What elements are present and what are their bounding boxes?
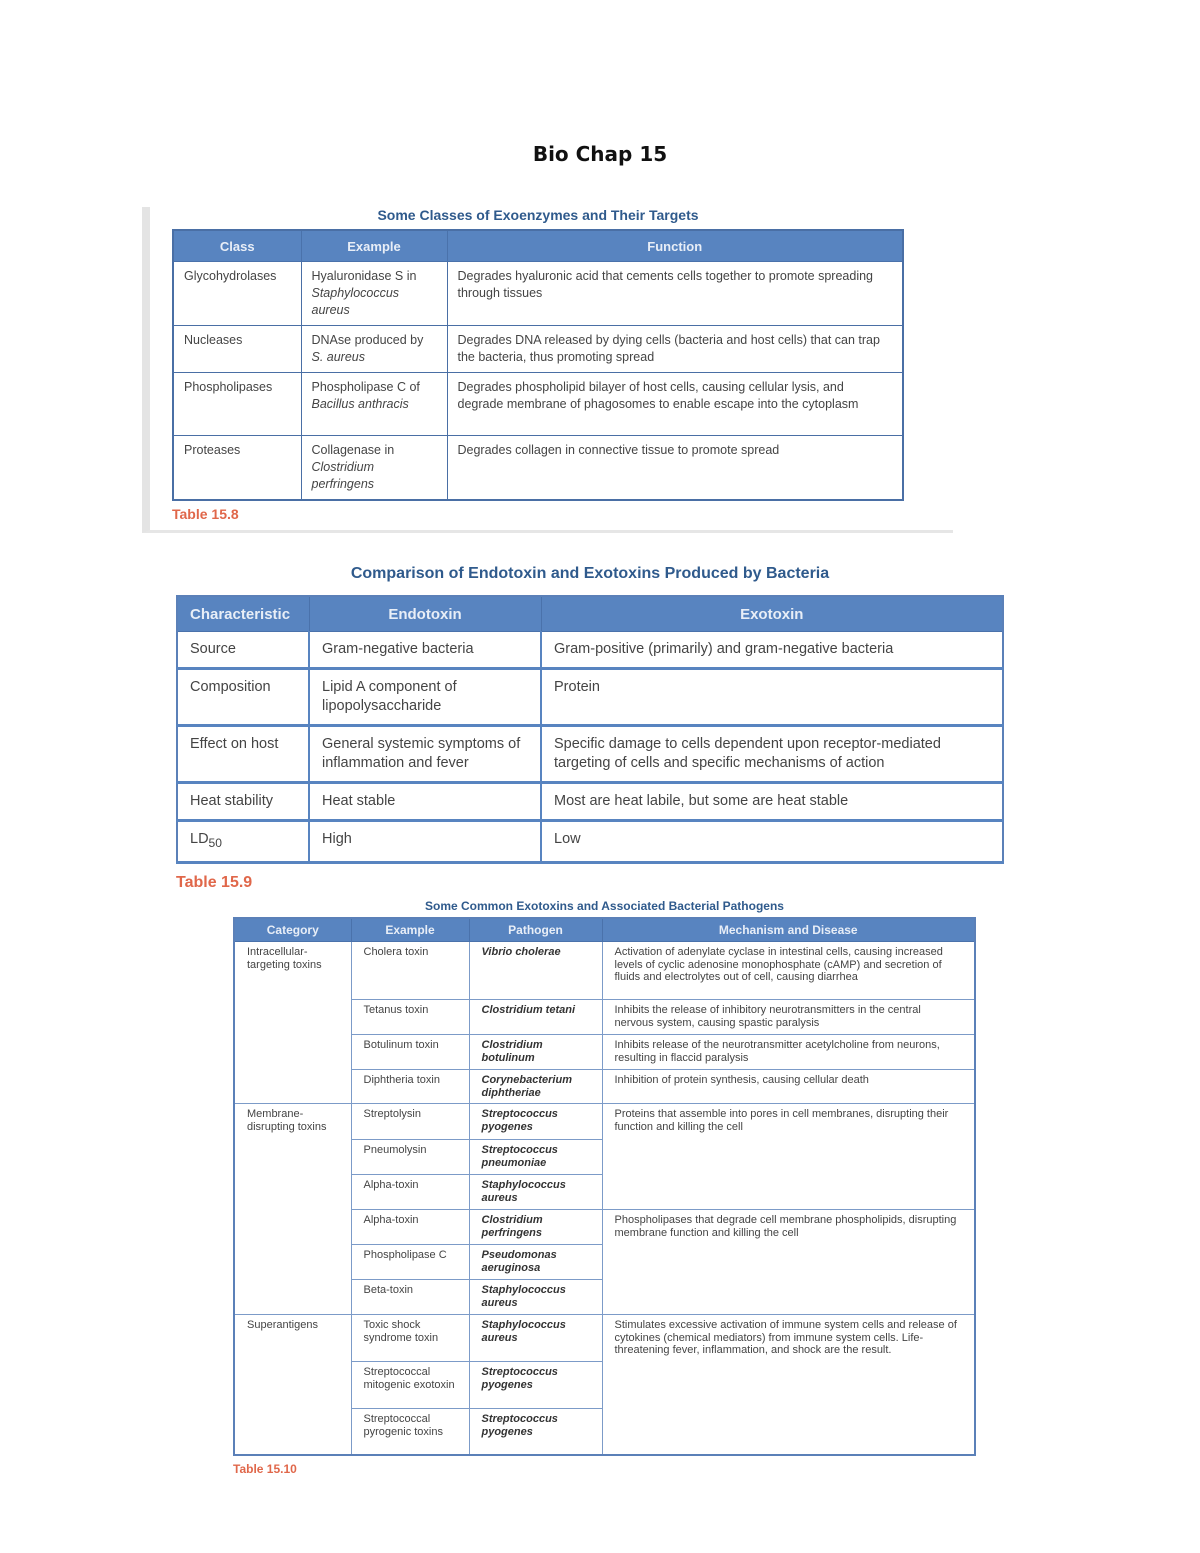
- table-row: [234, 1104, 975, 1140]
- class-cell: Proteases: [173, 436, 301, 501]
- function-cell: Degrades hyaluronic acid that cements cells together to promote spreading through tissues: [447, 262, 903, 326]
- pathogen-cell: Streptococcus pneumoniae: [469, 1140, 602, 1175]
- table-row: [177, 821, 1003, 863]
- pathogen-cell: Staphylococcus aureus: [469, 1280, 602, 1315]
- example-cell: Botulinum toxin: [351, 1035, 469, 1070]
- example-cell: Collagenase in Clostridium perfringens: [301, 436, 447, 501]
- class-cell: Phospholipases: [173, 373, 301, 436]
- pathogen-cell: Staphylococcus aureus: [469, 1315, 602, 1362]
- example-cell: Streptococcal pyrogenic toxins: [351, 1409, 469, 1455]
- category-cell: Membrane-disrupting toxins: [234, 1104, 351, 1315]
- exotoxin-cell: Gram-positive (primarily) and gram-negative bacteria: [541, 632, 1003, 669]
- table-row: [173, 326, 903, 373]
- column-header: Class: [173, 230, 301, 262]
- column-header: Function: [447, 230, 903, 262]
- exoenzymes-table-block: [142, 207, 953, 533]
- pathogen-cell: Vibrio cholerae: [469, 942, 602, 1000]
- table-row: [173, 436, 903, 501]
- exotoxins-pathogens-table-block: [233, 899, 976, 1476]
- mechanism-cell: Inhibits release of the neurotransmitter acetylcholine from neurons, resulting in flaccid paralysis: [602, 1035, 975, 1070]
- category-cell: Intracellular-targeting toxins: [234, 942, 351, 1104]
- example-cell: Phospholipase C of Bacillus anthracis: [301, 373, 447, 436]
- column-header: Mechanism and Disease: [602, 918, 975, 942]
- class-cell: Glycohydrolases: [173, 262, 301, 326]
- table-caption: Table 15.10: [233, 1461, 297, 1476]
- example-cell: Phospholipase C: [351, 1245, 469, 1280]
- function-cell: Degrades collagen in connective tissue to promote spread: [447, 436, 903, 501]
- exotoxins-pathogens-table: [233, 917, 976, 1456]
- pathogen-cell: Pseudomonas aeruginosa: [469, 1245, 602, 1280]
- endotoxin-exotoxin-table: [176, 595, 1004, 864]
- example-cell: Diphtheria toxin: [351, 1070, 469, 1104]
- mechanism-cell: Activation of adenylate cyclase in intestinal cells, causing increased levels of cyclic adenosine monophosphate (cAMP) and secretion of fluids and electrolytes out of cell, causing diarrhea: [602, 942, 975, 1000]
- table-header-row: [177, 596, 1003, 632]
- pathogen-cell: Streptococcus pyogenes: [469, 1409, 602, 1455]
- exotoxin-cell: Low: [541, 821, 1003, 863]
- table-row: [177, 726, 1003, 783]
- table-row: [234, 942, 975, 1000]
- table-header-row: [173, 230, 903, 262]
- example-cell: Pneumolysin: [351, 1140, 469, 1175]
- example-cell: Alpha-toxin: [351, 1175, 469, 1210]
- column-header: Example: [351, 918, 469, 942]
- pathogen-cell: Streptococcus pyogenes: [469, 1362, 602, 1409]
- function-cell: Degrades DNA released by dying cells (bacteria and host cells) that can trap the bacteria, thus promoting spread: [447, 326, 903, 373]
- characteristic-cell: Composition: [177, 669, 309, 726]
- example-cell: Streptococcal mitogenic exotoxin: [351, 1362, 469, 1409]
- function-cell: Degrades phospholipid bilayer of host cells, causing cellular lysis, and degrade membrane of phagosomes to enable escape into the cytoplasm: [447, 373, 903, 436]
- mechanism-cell: Proteins that assemble into pores in cell membranes, disrupting their function and killing the cell: [602, 1104, 975, 1210]
- exotoxin-cell: Most are heat labile, but some are heat stable: [541, 783, 1003, 821]
- endotoxin-exotoxin-table-block: [176, 565, 1004, 892]
- table-row: [177, 632, 1003, 669]
- example-cell: Cholera toxin: [351, 942, 469, 1000]
- column-header: Exotoxin: [541, 596, 1003, 632]
- exotoxin-cell: Protein: [541, 669, 1003, 726]
- characteristic-cell: Source: [177, 632, 309, 669]
- example-cell: Beta-toxin: [351, 1280, 469, 1315]
- pathogen-cell: Clostridium botulinum: [469, 1035, 602, 1070]
- exoenzymes-table: [172, 229, 904, 501]
- pathogen-cell: Staphylococcus aureus: [469, 1175, 602, 1210]
- table-row: [234, 1315, 975, 1362]
- column-header: Characteristic: [177, 596, 309, 632]
- table-title: Some Classes of Exoenzymes and Their Targets: [377, 207, 699, 223]
- example-cell: Hyaluronidase S in Staphylococcus aureus: [301, 262, 447, 326]
- characteristic-cell: Effect on host: [177, 726, 309, 783]
- pathogen-cell: Streptococcus pyogenes: [469, 1104, 602, 1140]
- column-header: Category: [234, 918, 351, 942]
- table-title: Comparison of Endotoxin and Exotoxins Produced by Bacteria: [350, 565, 830, 582]
- pathogen-cell: Corynebacterium diphtheriae: [469, 1070, 602, 1104]
- endotoxin-cell: High: [309, 821, 541, 863]
- pathogen-cell: Clostridium tetani: [469, 1000, 602, 1035]
- table-caption: Table 15.8: [172, 506, 239, 522]
- endotoxin-cell: Heat stable: [309, 783, 541, 821]
- mechanism-cell: Phospholipases that degrade cell membrane phospholipids, disrupting membrane function and killing the cell: [602, 1210, 975, 1315]
- example-cell: Toxic shock syndrome toxin: [351, 1315, 469, 1362]
- pathogen-cell: Clostridium perfringens: [469, 1210, 602, 1245]
- column-header: Pathogen: [469, 918, 602, 942]
- endotoxin-cell: Gram-negative bacteria: [309, 632, 541, 669]
- exotoxin-cell: Specific damage to cells dependent upon receptor-mediated targeting of cells and specific mechanisms of action: [541, 726, 1003, 783]
- mechanism-cell: Stimulates excessive activation of immune system cells and release of cytokines (chemical mediators) from immune system cells. Life-threatening fever, inflammation, and shock are the result.: [602, 1315, 975, 1455]
- column-header: Endotoxin: [309, 596, 541, 632]
- example-cell: DNAse produced by S. aureus: [301, 326, 447, 373]
- table-caption: Table 15.9: [176, 873, 253, 891]
- endotoxin-cell: Lipid A component of lipopolysaccharide: [309, 669, 541, 726]
- category-cell: Superantigens: [234, 1315, 351, 1455]
- table-title: Some Common Exotoxins and Associated Bacterial Pathogens: [425, 899, 784, 913]
- table-row: [177, 669, 1003, 726]
- column-header: Example: [301, 230, 447, 262]
- page-title: Bio Chap 15: [532, 142, 668, 166]
- example-cell: Tetanus toxin: [351, 1000, 469, 1035]
- mechanism-cell: Inhibits the release of inhibitory neurotransmitters in the central nervous system, causing spastic paralysis: [602, 1000, 975, 1035]
- mechanism-cell: Inhibition of protein synthesis, causing cellular death: [602, 1070, 975, 1104]
- class-cell: Nucleases: [173, 326, 301, 373]
- table-row: [177, 783, 1003, 821]
- table-row: [173, 373, 903, 436]
- table-row: [173, 262, 903, 326]
- characteristic-cell: Heat stability: [177, 783, 309, 821]
- characteristic-cell: $LD_{50}$: [177, 821, 309, 863]
- example-cell: Alpha-toxin: [351, 1210, 469, 1245]
- example-cell: Streptolysin: [351, 1104, 469, 1140]
- endotoxin-cell: General systemic symptoms of inflammation and fever: [309, 726, 541, 783]
- table-header-row: [234, 918, 975, 942]
